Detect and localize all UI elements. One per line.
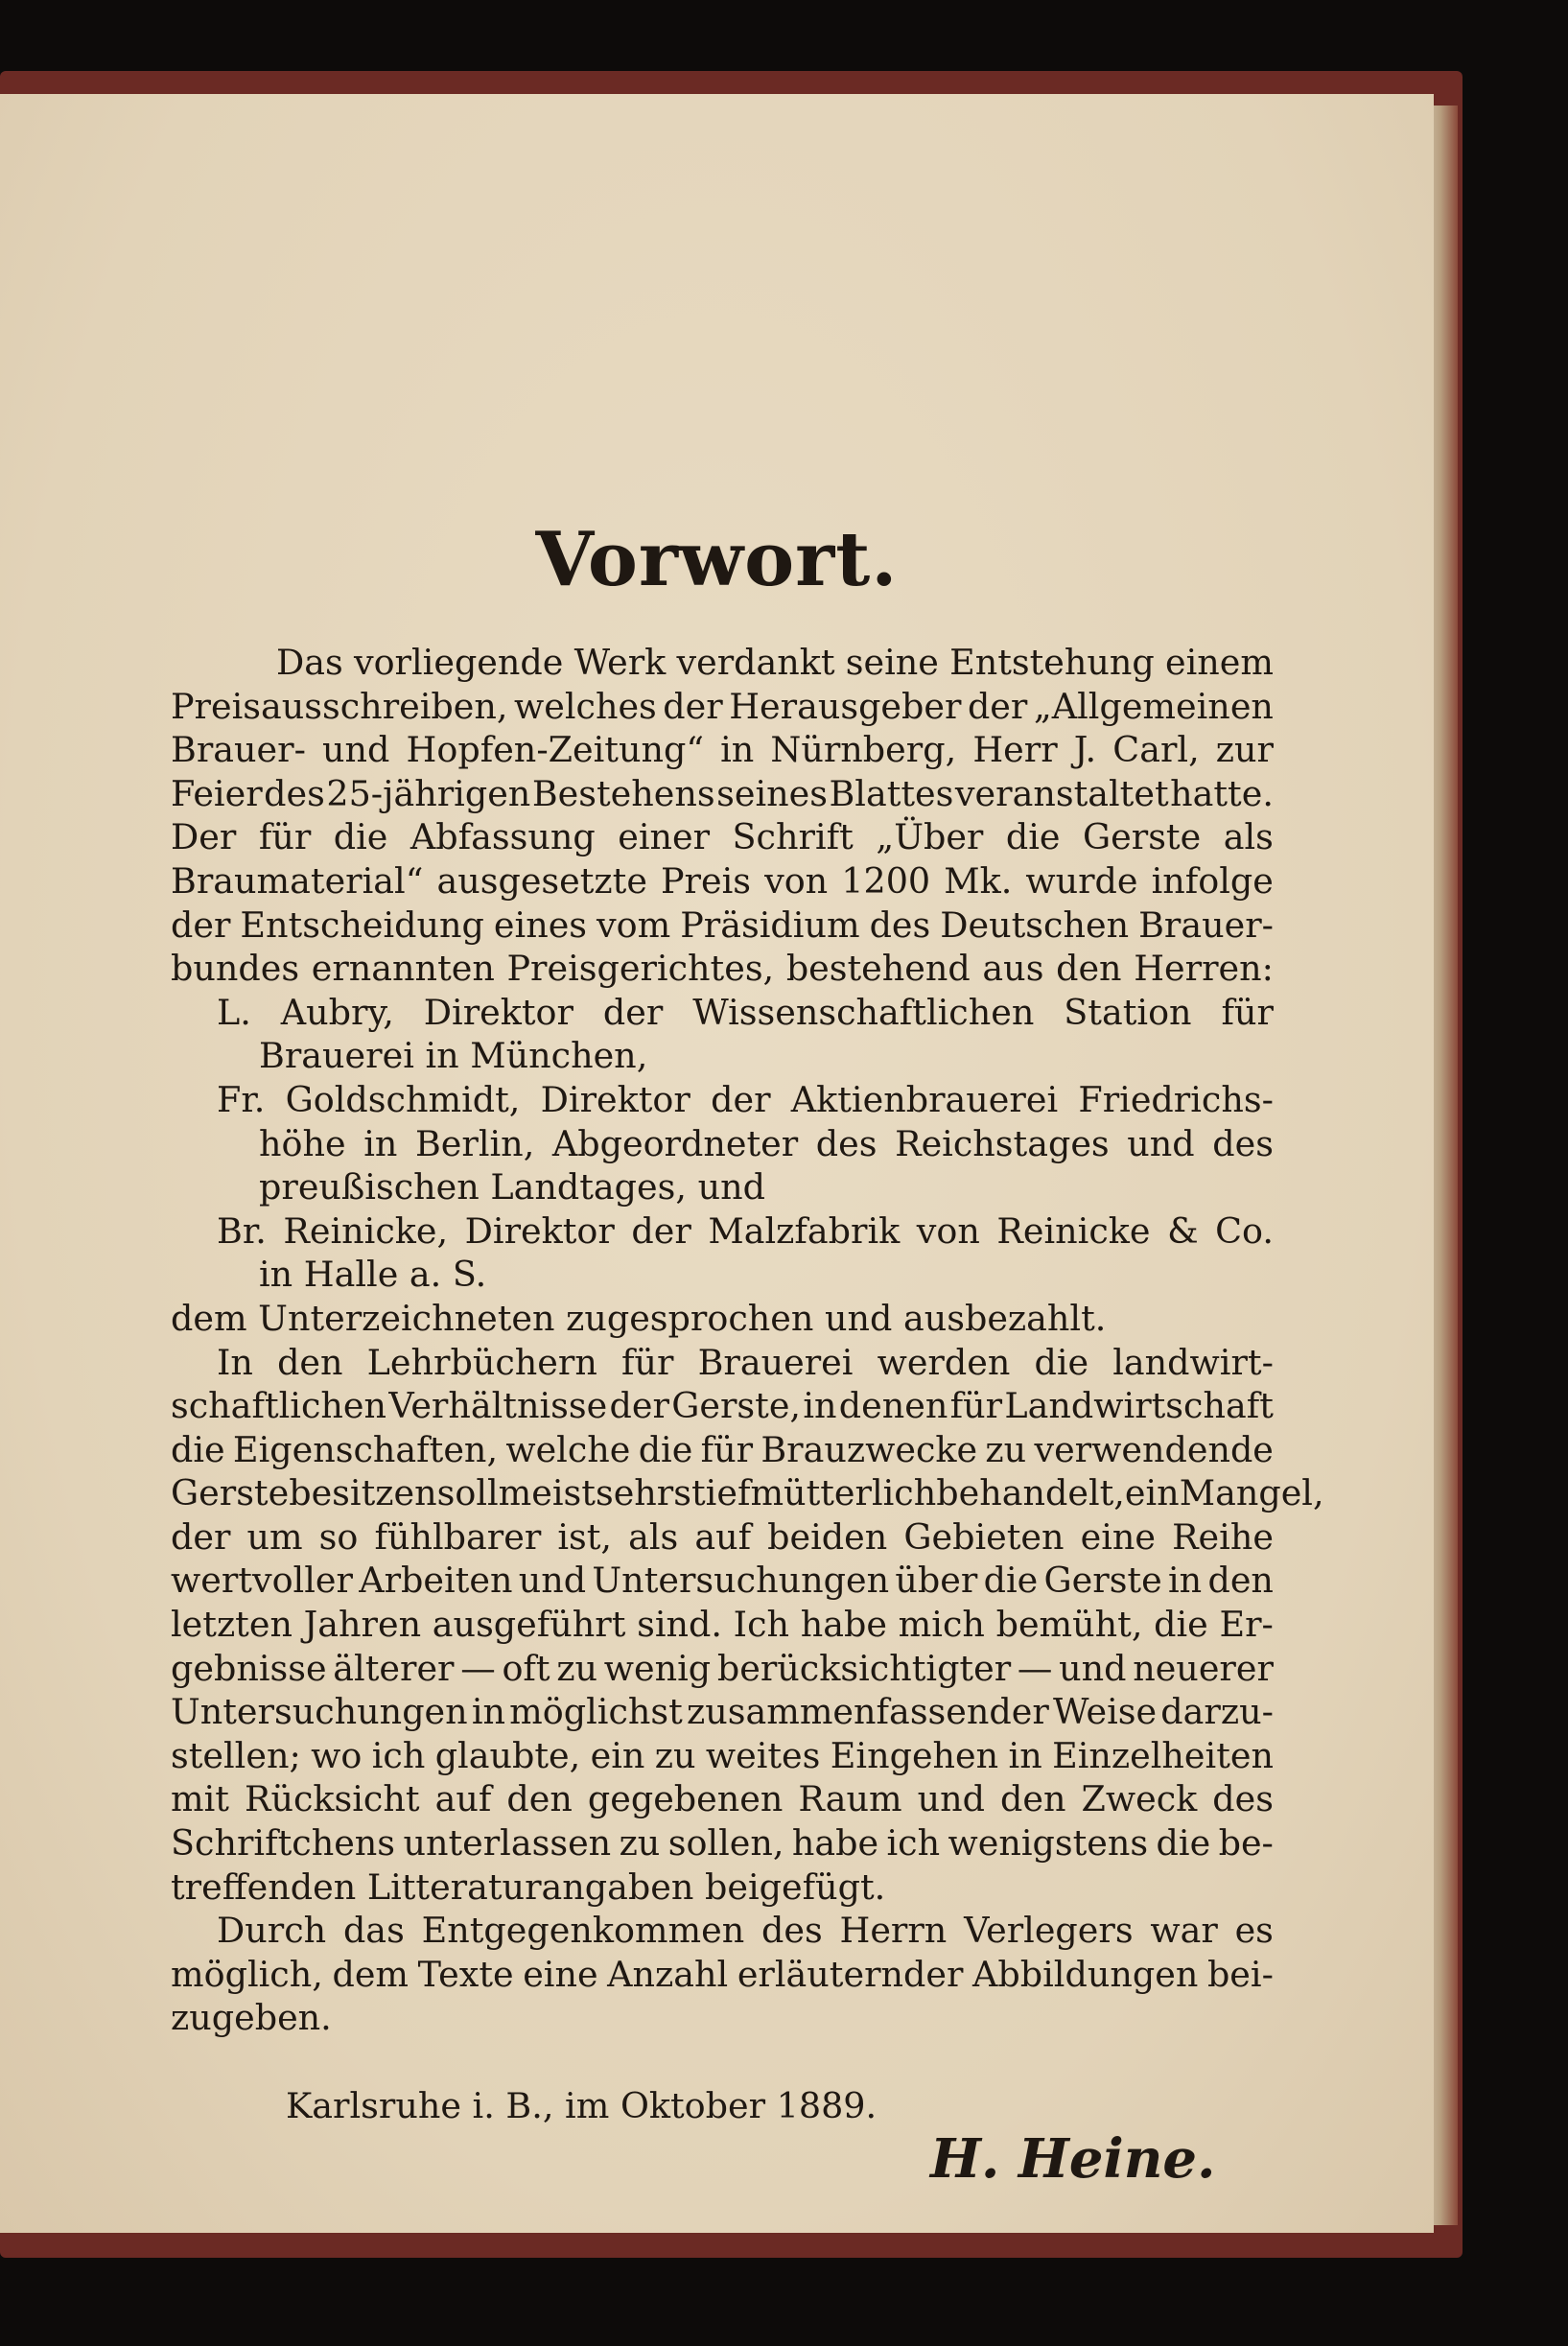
text-line: Preisausschreiben, welches der Herausgeber der „Allgemeinen — [171, 685, 1274, 727]
place-date-line: Karlsruhe i. B., im Oktober 1889. — [286, 2084, 878, 2126]
page-title: Vorwort. — [535, 516, 899, 603]
text-line: mit Rücksicht auf den gegebenen Raum und den Zweck des — [171, 1778, 1274, 1820]
text-line: dem Unterzeichneten zugesprochen und ausbezahlt. — [171, 1297, 1107, 1339]
text-line: Feier des 25-jährigen Bestehens seines Blattes veranstaltet hatte. — [171, 772, 1274, 814]
text-line: L. Aubry, Direktor der Wissenschaftlichen Station für — [217, 991, 1274, 1033]
text-line: der Entscheidung eines vom Präsidium des Deutschen Brauer- — [171, 903, 1274, 946]
text-line: Gerste besitzen soll meist sehr stiefmütterlich behandelt, ein Mangel, — [171, 1472, 1324, 1514]
text-line: Fr. Goldschmidt, Direktor der Aktienbrauerei Friedrichs- — [217, 1078, 1274, 1120]
text-line: bundes ernannten Preisgerichtes, bestehend aus den Herren: — [171, 948, 1274, 990]
text-line: Braumaterial“ ausgesetzte Preis von 1200 Mk. wurde infolge — [171, 859, 1274, 902]
text-line: möglich, dem Texte eine Anzahl erläuternder Abbildungen bei- — [171, 1953, 1274, 1995]
text-line: preußischen Landtages, und — [259, 1166, 765, 1208]
book-page — [0, 94, 1434, 2233]
text-line: in Halle a. S. — [259, 1254, 487, 1296]
text-line: der um so fühlbarer ist, als auf beiden Gebieten eine Reihe — [171, 1515, 1274, 1558]
author-signature: H. Heine. — [930, 2127, 1216, 2191]
text-line: Durch das Entgegenkommen des Herrn Verlegers war es — [217, 1910, 1274, 1952]
text-line: gebnisse älterer — oft zu wenig berücksichtigter — und neuerer — [171, 1647, 1274, 1689]
text-line: In den Lehrbüchern für Brauerei werden die landwirt- — [217, 1341, 1274, 1383]
text-line: Br. Reinicke, Direktor der Malzfabrik von Reinicke & Co. — [217, 1209, 1274, 1252]
text-line: schaftlichen Verhältnisse der Gerste, in denen für Landwirtschaft — [171, 1385, 1274, 1427]
text-line — [171, 2040, 1274, 2084]
text-line: stellen; wo ich glaubte, ein zu weites Eingehen in Einzelheiten — [171, 1734, 1274, 1776]
text-line: letzten Jahren ausgeführt sind. Ich habe mich bemüht, die Er- — [171, 1604, 1274, 1646]
text-line: Schriftchens unterlassen zu sollen, habe ich wenigstens die be- — [171, 1822, 1274, 1865]
text-line: Brauer- und Hopfen-Zeitung“ in Nürnberg, Herr J. Carl, zur — [171, 729, 1274, 771]
text-line: die Eigenschaften, welche die für Brauzwecke zu verwendende — [171, 1428, 1274, 1470]
text-line: treffenden Litteraturangaben beigefügt. — [171, 1865, 886, 1908]
text-line: Untersuchungen in möglichst zusammenfassender Weise darzu- — [171, 1691, 1274, 1733]
text-line: Der für die Abfassung einer Schrift „Über die Gerste als — [171, 816, 1274, 858]
text-line: wertvoller Arbeiten und Untersuchungen über die Gerste in den — [171, 1560, 1274, 1602]
text-line: Brauerei in München, — [259, 1035, 648, 1077]
text-line: höhe in Berlin, Abgeordneter des Reichstages und des — [259, 1122, 1274, 1164]
text-line: zugeben. — [171, 1997, 332, 2039]
preface-text — [171, 641, 1324, 2127]
text-line: Das vorliegende Werk verdankt seine Entstehung einem — [276, 642, 1274, 683]
